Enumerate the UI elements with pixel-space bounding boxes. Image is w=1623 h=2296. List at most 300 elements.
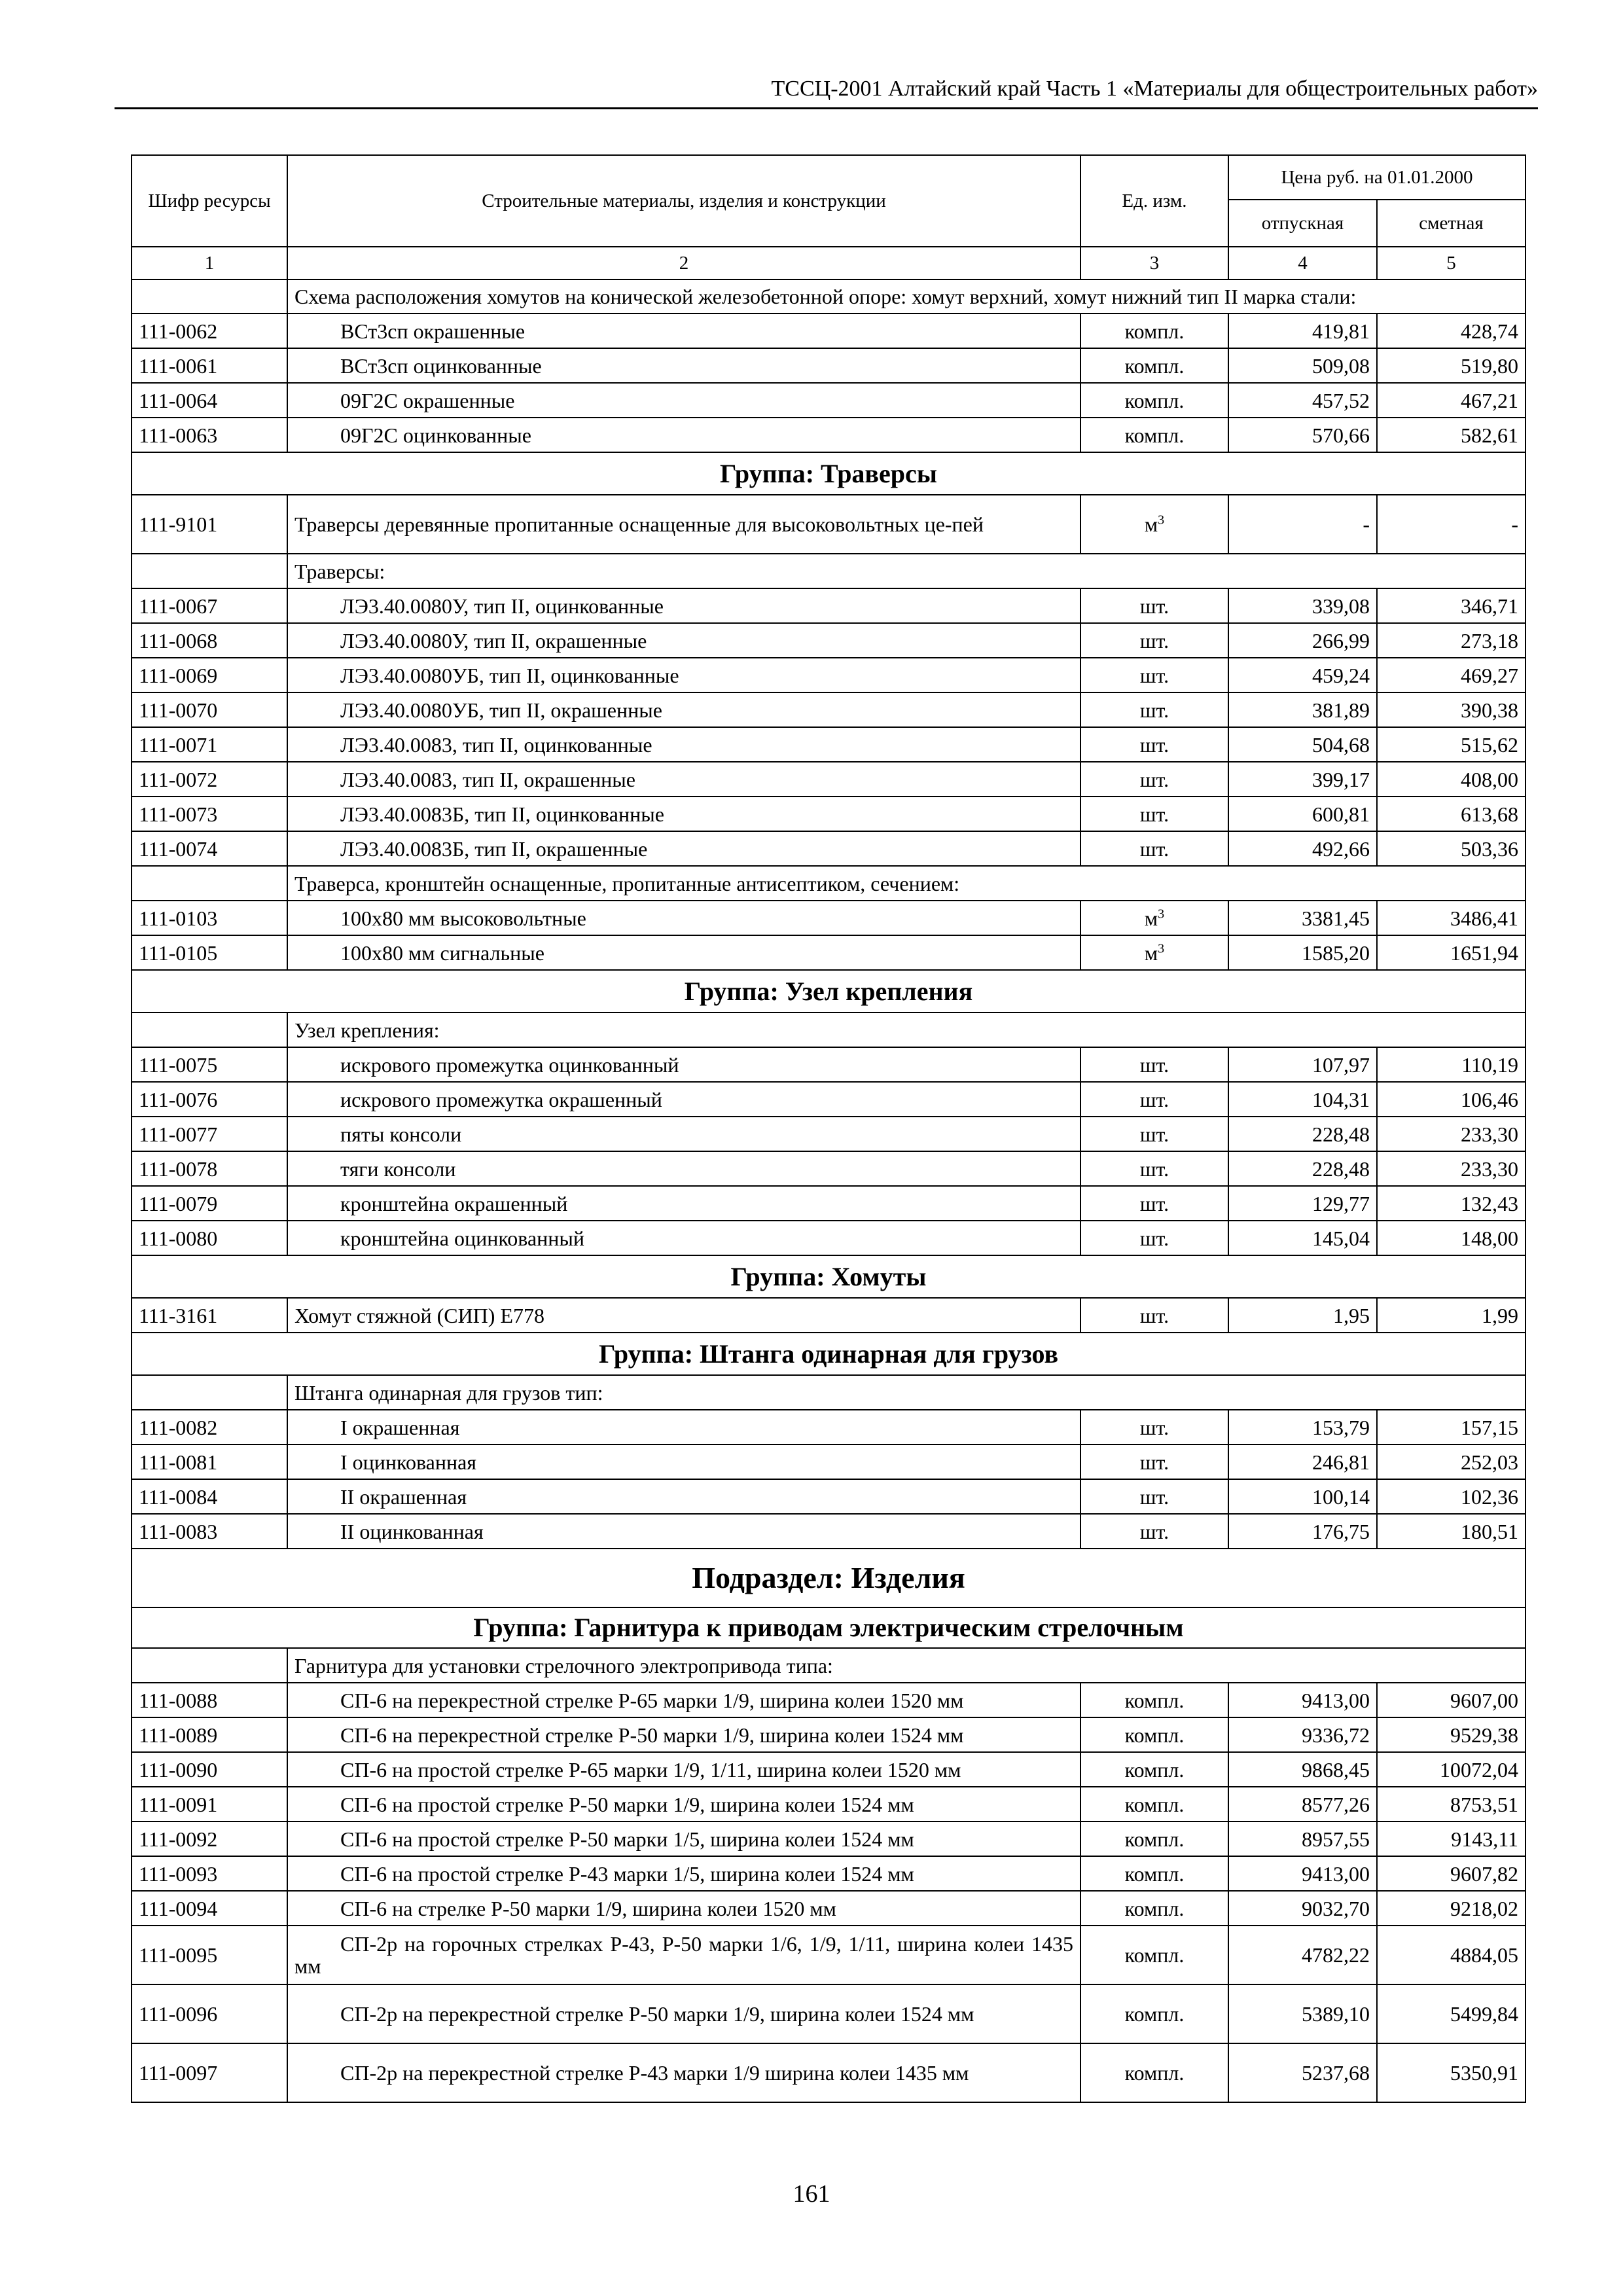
- unit: компл.: [1124, 2061, 1185, 2085]
- release-price: 399,17: [1228, 762, 1377, 797]
- material-name: ЛЭ3.40.0083Б, тип II, оцинкованные: [287, 797, 1080, 831]
- resource-code: 111-0092: [132, 1821, 287, 1856]
- unit-exponent: 3: [1158, 941, 1165, 956]
- group-heading-row: [132, 452, 1525, 495]
- col-header-price: Цена руб. на 01.01.2000: [1228, 155, 1525, 200]
- material-name: ВСт3сп окрашенные: [287, 314, 1080, 348]
- col-number: 4: [1228, 247, 1377, 279]
- col-header-estimate: сметная: [1377, 200, 1525, 247]
- col-header-name: Строительные материалы, изделия и конструкции: [287, 155, 1080, 247]
- unit: компл.: [1124, 1688, 1185, 1712]
- material-name: ЛЭ3.40.0080УБ, тип II, оцинкованные: [287, 658, 1080, 692]
- unit: м: [1144, 906, 1158, 930]
- estimate-price: 4884,05: [1377, 1926, 1525, 1984]
- material-name: СП-6 на перекрестной стрелке Р-50 марки 1/9, ширина колеи 1524 мм: [287, 1717, 1080, 1752]
- release-price: 9413,00: [1228, 1683, 1377, 1717]
- unit-cell: [1080, 1186, 1228, 1221]
- resource-code: 111-0082: [132, 1410, 287, 1444]
- material-name: 09Г2С оцинкованные: [287, 418, 1080, 452]
- table-row: [132, 727, 1525, 762]
- unit-cell: [1080, 1444, 1228, 1479]
- estimate-price: 519,80: [1377, 348, 1525, 383]
- table-row: [132, 762, 1525, 797]
- release-price: 107,97: [1228, 1047, 1377, 1082]
- release-price: 8577,26: [1228, 1787, 1377, 1821]
- resource-code: 111-0076: [132, 1082, 287, 1117]
- resource-code: 111-0078: [132, 1151, 287, 1186]
- unit: компл.: [1124, 1861, 1185, 1886]
- estimate-price: 1,99: [1377, 1298, 1525, 1333]
- resource-code: 111-3161: [132, 1298, 287, 1333]
- estimate-price: 9143,11: [1377, 1821, 1525, 1856]
- estimate-price: 469,27: [1377, 658, 1525, 692]
- running-header: ТССЦ-2001 Алтайский край Часть 1 «Материалы для общестроительных работ»: [115, 71, 1538, 109]
- resource-code: 111-0068: [132, 623, 287, 658]
- resource-code: 111-9101: [132, 495, 287, 554]
- estimate-price: 157,15: [1377, 1410, 1525, 1444]
- table-row: [132, 1479, 1525, 1514]
- resource-code: 111-0069: [132, 658, 287, 692]
- material-name: ЛЭ3.40.0080У, тип II, оцинкованные: [287, 588, 1080, 623]
- resource-code: 111-0093: [132, 1856, 287, 1891]
- section-note: Траверса, кронштейн оснащенные, пропитанные антисептиком, сечением:: [287, 866, 1525, 901]
- unit-cell: [1080, 418, 1228, 452]
- section-note-row: [132, 279, 1525, 314]
- release-price: 9868,45: [1228, 1752, 1377, 1787]
- estimate-price: 8753,51: [1377, 1787, 1525, 1821]
- release-price: 228,48: [1228, 1117, 1377, 1151]
- unit-cell: [1080, 1717, 1228, 1752]
- release-price: 153,79: [1228, 1410, 1377, 1444]
- section-note: Схема расположения хомутов на конической железобетонной опоре: хомут верхний, хомут нижний тип II марка стали:: [287, 279, 1525, 314]
- unit-cell: [1080, 935, 1228, 970]
- section-note-row: [132, 866, 1525, 901]
- resource-code: 111-0097: [132, 2043, 287, 2102]
- release-price: 600,81: [1228, 797, 1377, 831]
- unit-cell: [1080, 1821, 1228, 1856]
- resource-code: 111-0105: [132, 935, 287, 970]
- table-row: [132, 348, 1525, 383]
- unit-cell: [1080, 1047, 1228, 1082]
- unit: шт.: [1139, 663, 1169, 687]
- table-row: [132, 1298, 1525, 1333]
- estimate-price: 180,51: [1377, 1514, 1525, 1549]
- material-name: СП-6 на простой стрелке Р-65 марки 1/9, 1/11, ширина колеи 1520 мм: [287, 1752, 1080, 1787]
- unit: шт.: [1139, 1450, 1169, 1474]
- unit: компл.: [1124, 353, 1185, 378]
- estimate-price: 10072,04: [1377, 1752, 1525, 1787]
- release-price: 145,04: [1228, 1221, 1377, 1255]
- section-note-row: [132, 554, 1525, 588]
- unit-cell: [1080, 588, 1228, 623]
- unit-cell: [1080, 1221, 1228, 1255]
- release-price: 5237,68: [1228, 2043, 1377, 2102]
- release-price: 9032,70: [1228, 1891, 1377, 1926]
- group-heading: Группа: Штанга одинарная для грузов: [132, 1333, 1525, 1375]
- resource-code: 111-0074: [132, 831, 287, 866]
- resource-code: 111-0089: [132, 1717, 287, 1752]
- estimate-price: 515,62: [1377, 727, 1525, 762]
- material-name: Хомут стяжной (СИП) Е778: [287, 1298, 1080, 1333]
- empty-code-cell: [132, 866, 287, 901]
- col-number: 1: [132, 247, 287, 279]
- table-row: [132, 1444, 1525, 1479]
- unit: м: [1144, 512, 1158, 536]
- release-price: 504,68: [1228, 727, 1377, 762]
- empty-code-cell: [132, 1375, 287, 1410]
- estimate-price: 102,36: [1377, 1479, 1525, 1514]
- section-note: Траверсы:: [287, 554, 1525, 588]
- resource-code: 111-0070: [132, 692, 287, 727]
- release-price: 339,08: [1228, 588, 1377, 623]
- material-name: кронштейна оцинкованный: [287, 1221, 1080, 1255]
- resource-code: 111-0080: [132, 1221, 287, 1255]
- group-heading: Группа: Узел крепления: [132, 970, 1525, 1013]
- unit: компл.: [1124, 1757, 1185, 1782]
- unit-cell: [1080, 1410, 1228, 1444]
- table-row: [132, 1891, 1525, 1926]
- unit: шт.: [1139, 594, 1169, 618]
- resource-code: 111-0071: [132, 727, 287, 762]
- unit-cell: [1080, 1683, 1228, 1717]
- release-price: 4782,22: [1228, 1926, 1377, 1984]
- material-name: искрового промежутка окрашенный: [287, 1082, 1080, 1117]
- unit: компл.: [1124, 1943, 1185, 1967]
- material-name: СП-2р на перекрестной стрелке Р-50 марки 1/9, ширина колеи 1524 мм: [287, 1984, 1080, 2043]
- material-name: СП-6 на стрелке Р-50 марки 1/9, ширина колеи 1520 мм: [287, 1891, 1080, 1926]
- unit: шт.: [1139, 1226, 1169, 1250]
- estimate-price: 233,30: [1377, 1151, 1525, 1186]
- release-price: 381,89: [1228, 692, 1377, 727]
- col-header-code: Шифр ресурсы: [132, 155, 287, 247]
- unit: шт.: [1139, 767, 1169, 791]
- subsection-heading-row: [132, 1549, 1525, 1607]
- material-name: СП-6 на простой стрелке Р-50 марки 1/9, ширина колеи 1524 мм: [287, 1787, 1080, 1821]
- unit: шт.: [1139, 1052, 1169, 1077]
- unit: шт.: [1139, 698, 1169, 722]
- release-price: 9413,00: [1228, 1856, 1377, 1891]
- material-name: СП-6 на перекрестной стрелке Р-65 марки 1/9, ширина колеи 1520 мм: [287, 1683, 1080, 1717]
- table-row: [132, 1221, 1525, 1255]
- table-row: [132, 588, 1525, 623]
- section-note-row: [132, 1648, 1525, 1683]
- release-price: 570,66: [1228, 418, 1377, 452]
- material-name: СП-2р на горочных стрелках Р-43, Р-50 марки 1/6, 1/9, 1/11, ширина колеи 1435 мм: [287, 1926, 1080, 1984]
- material-name: пяты консоли: [287, 1117, 1080, 1151]
- material-name: Траверсы деревянные пропитанные оснащенные для высоковольтных це-пей: [287, 495, 1080, 554]
- estimate-price: 110,19: [1377, 1047, 1525, 1082]
- resource-code: 111-0094: [132, 1891, 287, 1926]
- estimate-price: 148,00: [1377, 1221, 1525, 1255]
- table-row: [132, 831, 1525, 866]
- group-heading-row: [132, 1333, 1525, 1375]
- unit: шт.: [1139, 1191, 1169, 1215]
- release-price: 459,24: [1228, 658, 1377, 692]
- resource-code: 111-0073: [132, 797, 287, 831]
- unit-exponent: 3: [1158, 512, 1165, 528]
- unit-cell: [1080, 1479, 1228, 1514]
- table-row: [132, 1683, 1525, 1717]
- resource-code: 111-0081: [132, 1444, 287, 1479]
- material-name: ЛЭ3.40.0083Б, тип II, окрашенные: [287, 831, 1080, 866]
- material-name: II оцинкованная: [287, 1514, 1080, 1549]
- unit: шт.: [1139, 628, 1169, 653]
- unit: шт.: [1139, 836, 1169, 861]
- group-heading-row: [132, 970, 1525, 1013]
- page-number: 161: [793, 2180, 830, 2208]
- unit-cell: [1080, 1856, 1228, 1891]
- unit-cell: [1080, 383, 1228, 418]
- release-price: 1,95: [1228, 1298, 1377, 1333]
- table-row: [132, 1047, 1525, 1082]
- unit: компл.: [1124, 388, 1185, 412]
- unit-cell: [1080, 1151, 1228, 1186]
- resource-code: 111-0096: [132, 1984, 287, 2043]
- release-price: 3381,45: [1228, 901, 1377, 935]
- release-price: 492,66: [1228, 831, 1377, 866]
- estimate-price: 5499,84: [1377, 1984, 1525, 2043]
- release-price: 8957,55: [1228, 1821, 1377, 1856]
- resource-code: 111-0061: [132, 348, 287, 383]
- estimate-price: 5350,91: [1377, 2043, 1525, 2102]
- unit-cell: [1080, 1787, 1228, 1821]
- estimate-price: 346,71: [1377, 588, 1525, 623]
- unit: компл.: [1124, 1827, 1185, 1851]
- table-row: [132, 901, 1525, 935]
- table-row: [132, 1186, 1525, 1221]
- estimate-price: 9607,82: [1377, 1856, 1525, 1891]
- material-name: ЛЭ3.40.0083, тип II, оцинкованные: [287, 727, 1080, 762]
- group-heading: Группа: Гарнитура к приводам электрическим стрелочным: [132, 1607, 1525, 1648]
- estimate-price: 233,30: [1377, 1117, 1525, 1151]
- unit-cell: [1080, 797, 1228, 831]
- table-row: [132, 1717, 1525, 1752]
- resource-code: 111-0103: [132, 901, 287, 935]
- col-header-release: отпускная: [1228, 200, 1377, 247]
- unit: шт.: [1139, 1519, 1169, 1543]
- resource-code: 111-0077: [132, 1117, 287, 1151]
- estimate-price: 9529,38: [1377, 1717, 1525, 1752]
- section-note: Узел крепления:: [287, 1013, 1525, 1047]
- estimate-price: 390,38: [1377, 692, 1525, 727]
- col-header-unit: Ед. изм.: [1080, 155, 1228, 247]
- material-name: 100х80 мм высоковольтные: [287, 901, 1080, 935]
- table-row: [132, 935, 1525, 970]
- resource-code: 111-0075: [132, 1047, 287, 1082]
- unit: компл.: [1124, 1723, 1185, 1747]
- table-row: [132, 1926, 1525, 1984]
- estimate-price: 132,43: [1377, 1186, 1525, 1221]
- section-note-row: [132, 1375, 1525, 1410]
- unit-cell: [1080, 314, 1228, 348]
- estimate-price: 9607,00: [1377, 1683, 1525, 1717]
- unit-cell: [1080, 762, 1228, 797]
- table-row: [132, 1821, 1525, 1856]
- release-price: 228,48: [1228, 1151, 1377, 1186]
- unit-cell: [1080, 1298, 1228, 1333]
- unit-cell: [1080, 727, 1228, 762]
- table-row: [132, 1787, 1525, 1821]
- unit: шт.: [1139, 1303, 1169, 1327]
- subsection-heading: Подраздел: Изделия: [132, 1549, 1525, 1607]
- estimate-price: 613,68: [1377, 797, 1525, 831]
- col-number: 2: [287, 247, 1080, 279]
- resource-code: 111-0062: [132, 314, 287, 348]
- unit: компл.: [1124, 319, 1185, 343]
- group-heading-row: [132, 1607, 1525, 1648]
- material-name: I оцинкованная: [287, 1444, 1080, 1479]
- material-name: 09Г2С окрашенные: [287, 383, 1080, 418]
- release-price: 509,08: [1228, 348, 1377, 383]
- unit: шт.: [1139, 732, 1169, 757]
- estimate-price: 503,36: [1377, 831, 1525, 866]
- release-price: 100,14: [1228, 1479, 1377, 1514]
- unit-cell: [1080, 1117, 1228, 1151]
- table-row: [132, 1984, 1525, 2043]
- material-name: I окрашенная: [287, 1410, 1080, 1444]
- release-price: 9336,72: [1228, 1717, 1377, 1752]
- estimate-price: 467,21: [1377, 383, 1525, 418]
- table-row: [132, 2043, 1525, 2102]
- table-row: [132, 623, 1525, 658]
- resource-code: 111-0090: [132, 1752, 287, 1787]
- table-row: [132, 1410, 1525, 1444]
- table-row: [132, 1151, 1525, 1186]
- release-price: 266,99: [1228, 623, 1377, 658]
- estimate-price: 106,46: [1377, 1082, 1525, 1117]
- table-row: [132, 797, 1525, 831]
- unit-cell: [1080, 658, 1228, 692]
- header-row: [132, 155, 1525, 200]
- unit: компл.: [1124, 423, 1185, 447]
- empty-code-cell: [132, 554, 287, 588]
- material-name: II окрашенная: [287, 1479, 1080, 1514]
- release-price: -: [1228, 495, 1377, 554]
- estimate-price: 273,18: [1377, 623, 1525, 658]
- material-name: 100х80 мм сигнальные: [287, 935, 1080, 970]
- unit: компл.: [1124, 1792, 1185, 1816]
- unit-cell: [1080, 1926, 1228, 1984]
- estimate-price: 428,74: [1377, 314, 1525, 348]
- estimate-price: 3486,41: [1377, 901, 1525, 935]
- resource-code: 111-0067: [132, 588, 287, 623]
- unit: шт.: [1139, 802, 1169, 826]
- release-price: 129,77: [1228, 1186, 1377, 1221]
- unit: компл.: [1124, 2002, 1185, 2026]
- unit-cell: [1080, 1891, 1228, 1926]
- unit-cell: [1080, 1984, 1228, 2043]
- unit: шт.: [1139, 1087, 1169, 1111]
- material-name: искрового промежутка оцинкованный: [287, 1047, 1080, 1082]
- estimate-price: 1651,94: [1377, 935, 1525, 970]
- unit-cell: [1080, 1082, 1228, 1117]
- material-name: ЛЭ3.40.0080У, тип II, окрашенные: [287, 623, 1080, 658]
- material-name: ЛЭ3.40.0083, тип II, окрашенные: [287, 762, 1080, 797]
- material-name: тяги консоли: [287, 1151, 1080, 1186]
- empty-code-cell: [132, 279, 287, 314]
- release-price: 419,81: [1228, 314, 1377, 348]
- resource-code: 111-0064: [132, 383, 287, 418]
- section-note: Штанга одинарная для грузов тип:: [287, 1375, 1525, 1410]
- material-name: СП-6 на простой стрелке Р-43 марки 1/5, ширина колеи 1524 мм: [287, 1856, 1080, 1891]
- unit: шт.: [1139, 1415, 1169, 1439]
- unit-cell: [1080, 1514, 1228, 1549]
- unit-cell: [1080, 623, 1228, 658]
- resource-code: 111-0079: [132, 1186, 287, 1221]
- table-row: [132, 1856, 1525, 1891]
- group-heading: Группа: Хомуты: [132, 1255, 1525, 1298]
- release-price: 5389,10: [1228, 1984, 1377, 2043]
- resource-code: 111-0095: [132, 1926, 287, 1984]
- unit: шт.: [1139, 1122, 1169, 1146]
- release-price: 176,75: [1228, 1514, 1377, 1549]
- unit: компл.: [1124, 1896, 1185, 1920]
- table-row: [132, 1117, 1525, 1151]
- table-row: [132, 658, 1525, 692]
- unit-cell: [1080, 348, 1228, 383]
- material-name: ЛЭ3.40.0080УБ, тип II, окрашенные: [287, 692, 1080, 727]
- table-row: [132, 418, 1525, 452]
- unit-cell: [1080, 1752, 1228, 1787]
- release-price: 457,52: [1228, 383, 1377, 418]
- table-row: [132, 1752, 1525, 1787]
- group-heading: Группа: Траверсы: [132, 452, 1525, 495]
- section-note: Гарнитура для установки стрелочного электропривода типа:: [287, 1648, 1525, 1683]
- column-numbers-row: [132, 247, 1525, 279]
- empty-code-cell: [132, 1648, 287, 1683]
- group-heading-row: [132, 1255, 1525, 1298]
- material-name: СП-2р на перекрестной стрелке Р-43 марки 1/9 ширина колеи 1435 мм: [287, 2043, 1080, 2102]
- estimate-price: 582,61: [1377, 418, 1525, 452]
- col-number: 3: [1080, 247, 1228, 279]
- release-price: 104,31: [1228, 1082, 1377, 1117]
- unit-cell: [1080, 901, 1228, 935]
- resource-code: 111-0063: [132, 418, 287, 452]
- col-number: 5: [1377, 247, 1525, 279]
- resource-code: 111-0091: [132, 1787, 287, 1821]
- estimate-price: -: [1377, 495, 1525, 554]
- unit-cell: [1080, 831, 1228, 866]
- table-row: [132, 1082, 1525, 1117]
- price-table: [131, 154, 1526, 2103]
- resource-code: 111-0088: [132, 1683, 287, 1717]
- unit-cell: [1080, 2043, 1228, 2102]
- material-name: СП-6 на простой стрелке Р-50 марки 1/5, ширина колеи 1524 мм: [287, 1821, 1080, 1856]
- unit: м: [1144, 941, 1158, 965]
- estimate-price: 9218,02: [1377, 1891, 1525, 1926]
- table-row: [132, 1514, 1525, 1549]
- unit-cell: [1080, 692, 1228, 727]
- unit-exponent: 3: [1158, 906, 1165, 921]
- resource-code: 111-0072: [132, 762, 287, 797]
- material-name: кронштейна окрашенный: [287, 1186, 1080, 1221]
- unit: шт.: [1139, 1484, 1169, 1509]
- release-price: 246,81: [1228, 1444, 1377, 1479]
- estimate-price: 408,00: [1377, 762, 1525, 797]
- release-price: 1585,20: [1228, 935, 1377, 970]
- section-note-row: [132, 1013, 1525, 1047]
- resource-code: 111-0084: [132, 1479, 287, 1514]
- table-row: [132, 495, 1525, 554]
- material-name: ВСт3сп оцинкованные: [287, 348, 1080, 383]
- unit-cell: [1080, 495, 1228, 554]
- table-row: [132, 692, 1525, 727]
- resource-code: 111-0083: [132, 1514, 287, 1549]
- unit: шт.: [1139, 1157, 1169, 1181]
- table-row: [132, 314, 1525, 348]
- empty-code-cell: [132, 1013, 287, 1047]
- estimate-price: 252,03: [1377, 1444, 1525, 1479]
